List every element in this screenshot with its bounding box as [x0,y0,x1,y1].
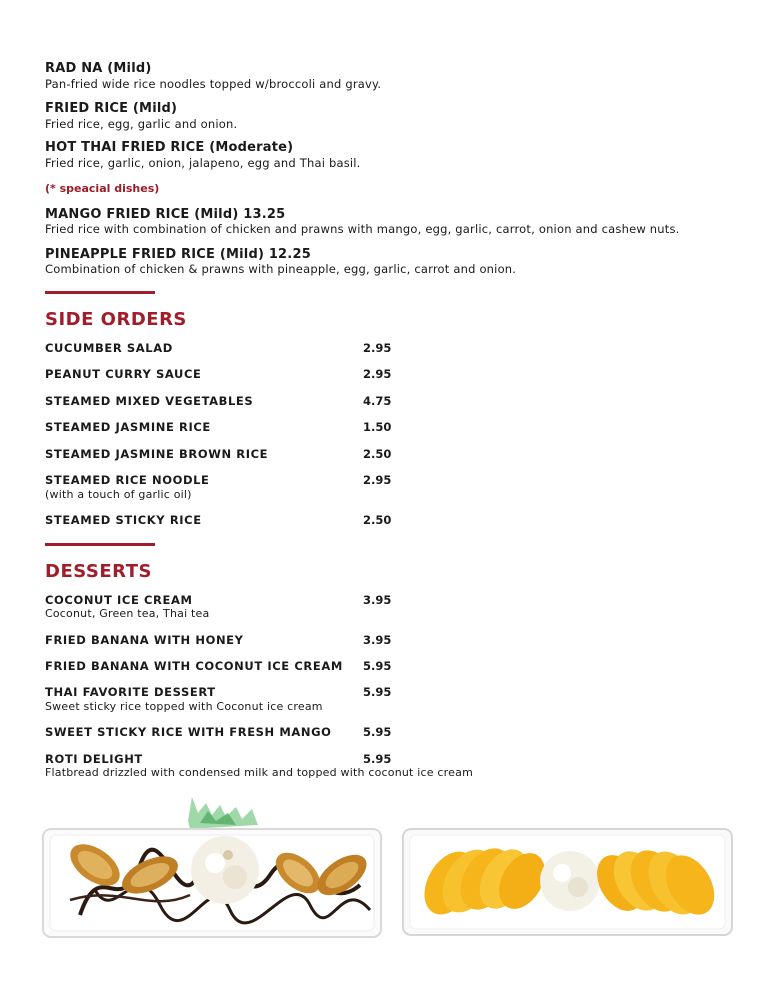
special-dish-description: Fried rice with combination of chicken and prawns with mango, egg, garlic, carrot, onion and cashew nuts. [45,222,680,236]
dish-name: FRIED RICE (Mild) [45,101,178,116]
special-dishes-note: (* speacial dishes) [45,182,160,195]
dessert-item-note: Coconut, Green tea, Thai tea [45,607,210,620]
desserts-heading: DESSERTS [45,561,152,582]
side-item-name: CUCUMBER SALAD [45,341,173,355]
dessert-item-price: 5.95 [363,725,392,739]
dessert-item-name: FRIED BANANA WITH HONEY [45,633,244,647]
side-item-name: STEAMED JASMINE RICE [45,420,211,434]
dish-description: Pan-fried wide rice noodles topped w/broccoli and gravy. [45,77,382,91]
dessert-item-price: 5.95 [363,659,392,673]
dessert-item-name: THAI FAVORITE DESSERT [45,685,216,699]
dessert-item-price: 5.95 [363,685,392,699]
side-item-price: 4.75 [363,394,392,408]
side-item-price: 2.50 [363,447,392,461]
special-dish-name: MANGO FRIED RICE (Mild) 13.25 [45,207,286,222]
dessert-item-name: FRIED BANANA WITH COCONUT ICE CREAM [45,659,343,673]
side-item-name: STEAMED JASMINE BROWN RICE [45,447,269,461]
side-item-price: 2.50 [363,513,392,527]
side-item-name: STEAMED RICE NOODLE [45,473,210,487]
dish-name: RAD NA (Mild) [45,61,152,76]
fried-banana-photo [40,795,385,945]
special-dish-name: PINEAPPLE FRIED RICE (Mild) 12.25 [45,247,311,262]
dish-description: Fried rice, egg, garlic and onion. [45,117,238,131]
mango-sticky-rice-plate-illustration [400,825,735,940]
dessert-item-price: 3.95 [363,633,392,647]
section-divider [45,291,155,294]
sticky-rice-mango-photo [400,825,735,940]
side-item-price: 1.50 [363,420,392,434]
side-item-price: 2.95 [363,341,392,355]
fried-banana-plate-illustration [40,795,385,945]
dessert-item-name: SWEET STICKY RICE WITH FRESH MANGO [45,725,332,739]
dessert-item-name: COCONUT ICE CREAM [45,593,193,607]
dessert-item-price: 3.95 [363,593,392,607]
dessert-item-price: 5.95 [363,752,392,766]
side-item-note: (with a touch of garlic oil) [45,488,192,501]
section-divider [45,543,155,546]
dessert-item-name: ROTI DELIGHT [45,752,143,766]
dish-name: HOT THAI FRIED RICE (Moderate) [45,140,294,155]
special-dish-description: Combination of chicken & prawns with pineapple, egg, garlic, carrot and onion. [45,262,517,276]
side-item-price: 2.95 [363,473,392,487]
side-item-price: 2.95 [363,367,392,381]
dessert-item-note: Flatbread drizzled with condensed milk and topped with coconut ice cream [45,766,473,779]
dish-description: Fried rice, garlic, onion, jalapeno, egg and Thai basil. [45,156,361,170]
side-item-name: PEANUT CURRY SAUCE [45,367,202,381]
side-item-name: STEAMED MIXED VEGETABLES [45,394,254,408]
dessert-item-note: Sweet sticky rice topped with Coconut ice cream [45,700,323,713]
side-orders-heading: SIDE ORDERS [45,309,187,330]
side-item-name: STEAMED STICKY RICE [45,513,202,527]
